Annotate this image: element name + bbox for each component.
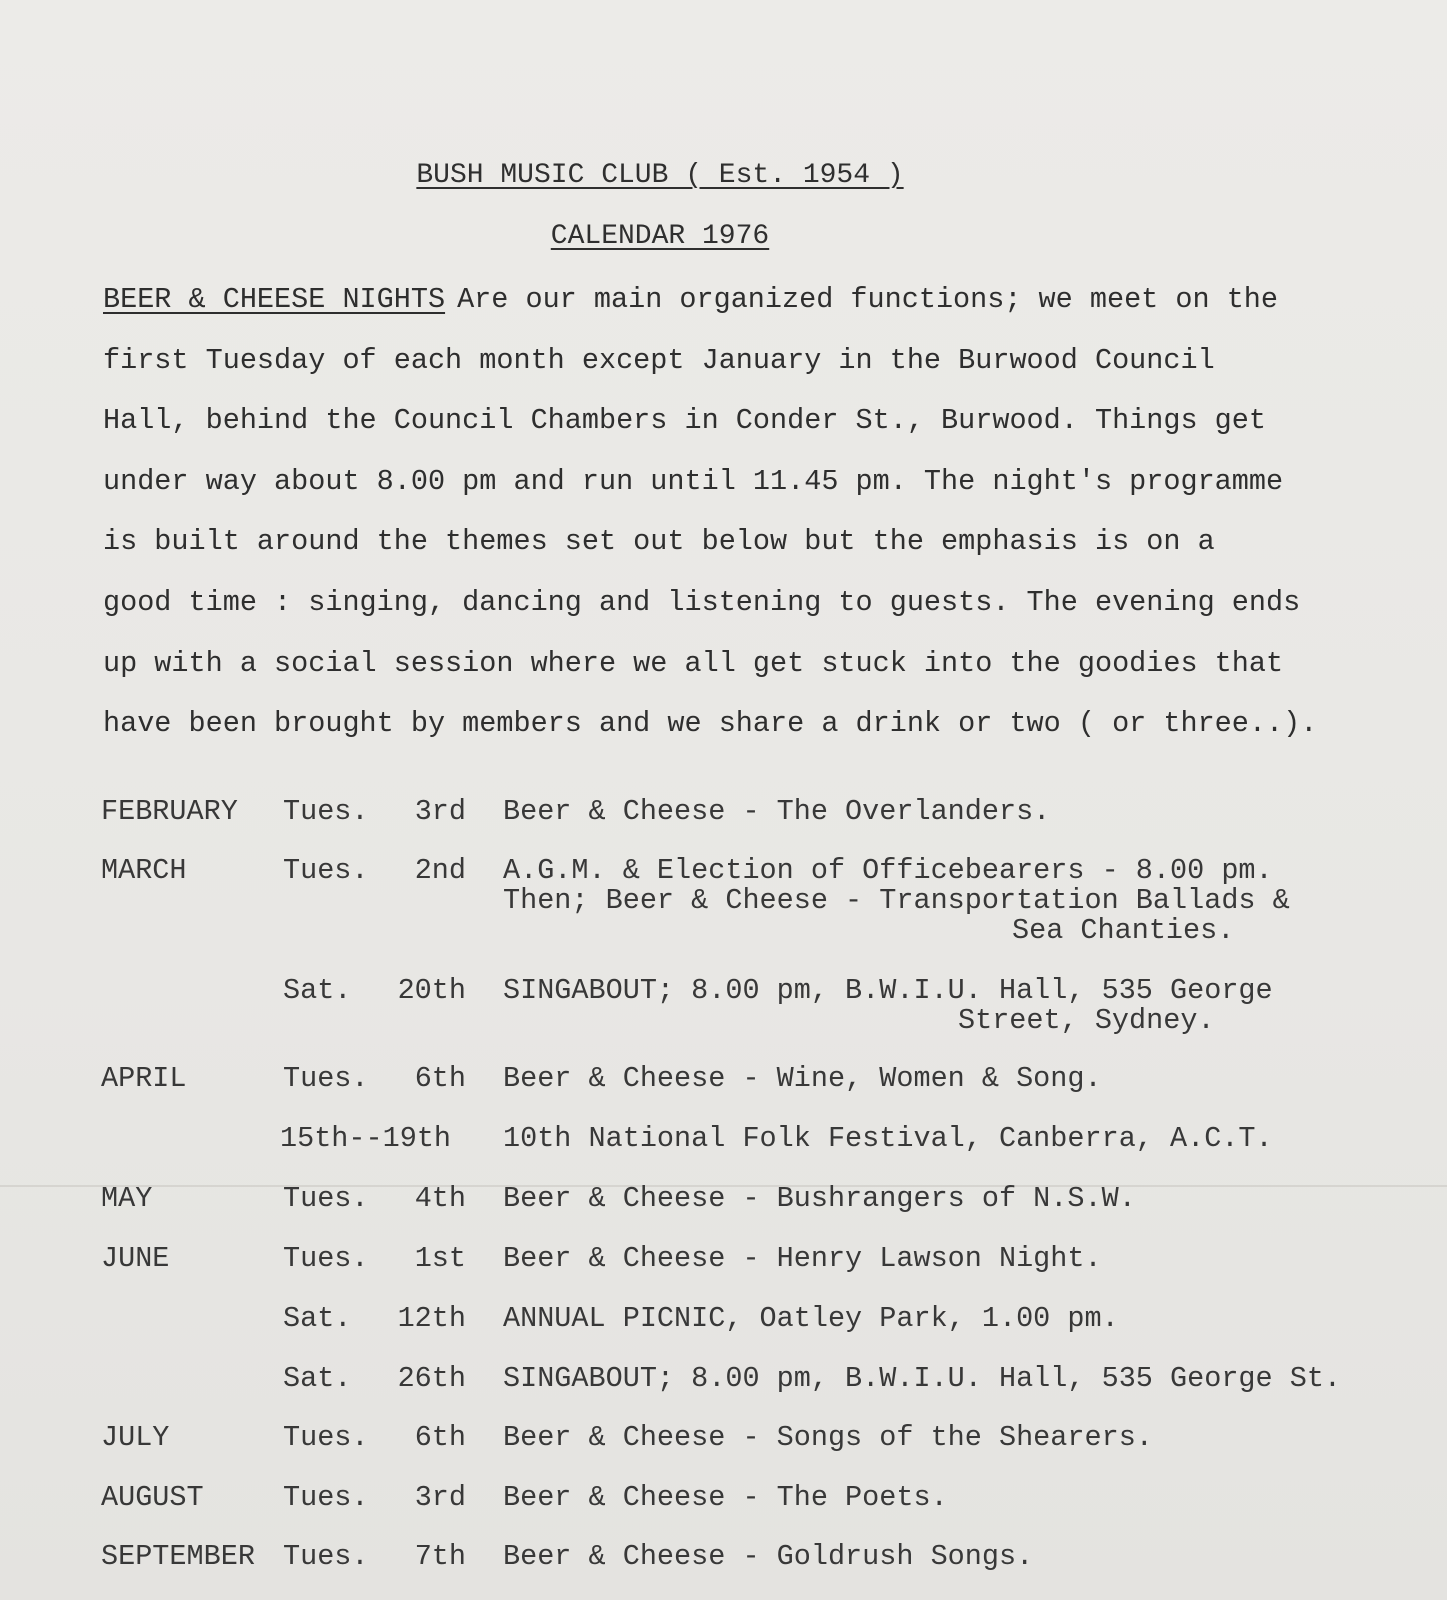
event-date: 3rd [414,1481,466,1514]
intro-line: have been brought by members and we share a drink or two ( or three..). [103,707,1318,741]
event-description: Beer & Cheese - The Poets. [503,1481,948,1514]
event-month: AUGUST [101,1481,204,1514]
event-description: Beer & Cheese - Goldrush Songs. [503,1540,1034,1573]
intro-line: under way about 8.00 pm and run until 11.45 pm. The night's programme [103,464,1284,498]
event-description: Beer & Cheese - Henry Lawson Night. [503,1242,1102,1275]
event-date: 6th [414,1421,466,1454]
event-description: ANNUAL PICNIC, Oatley Park, 1.00 pm. [503,1302,1119,1335]
event-month: JULY [101,1421,170,1454]
event-date: 6th [414,1062,466,1095]
event-description-continued: Sea Chanties. [1012,914,1235,947]
event-description: SINGABOUT; 8.00 pm, B.W.I.U. Hall, 535 George [503,974,1273,1007]
event-description: SINGABOUT; 8.00 pm, B.W.I.U. Hall, 535 George St. [503,1362,1342,1395]
intro-line: Hall, behind the Council Chambers in Conder St., Burwood. Things get [103,404,1266,438]
event-description: 10th National Folk Festival, Canberra, A.C.T. [503,1122,1273,1155]
event-month: JUNE [101,1242,170,1275]
event-day: Tues. [283,1540,369,1573]
event-month: FEBRUARY [101,795,238,828]
event-day: Tues. [283,1481,369,1514]
event-description: Beer & Cheese - The Overlanders. [503,795,1051,828]
event-day: Tues. [283,854,369,887]
event-description: A.G.M. & Election of Officebearers - 8.00 pm. [503,854,1273,887]
club-title: BUSH MUSIC CLUB ( Est. 1954 ) [416,160,904,191]
intro-paragraph [103,270,1393,755]
event-day: Tues. [283,1062,369,1095]
event-day: Tues. [283,795,369,828]
event-month: APRIL [101,1062,187,1095]
event-day: Tues. [283,1182,369,1215]
intro-line: first Tuesday of each month except January in the Burwood Council [103,343,1215,377]
intro-line: BEER & CHEESE NIGHTS Are our main organized functions; we meet on the [103,283,1278,316]
event-day: Tues. [283,1421,369,1454]
event-day: Sat. [283,1362,352,1395]
event-description: Beer & Cheese - Bushrangers of N.S.W. [503,1182,1136,1215]
event-date: 4th [414,1182,466,1215]
event-date: 7th [414,1540,466,1573]
event-date: 12th [397,1302,466,1335]
event-description-continued: Then; Beer & Cheese - Transportation Ballads & [503,884,1290,917]
event-day: Sat. [283,1302,352,1335]
intro-line: is built around the themes set out below but the emphasis is on a [103,525,1215,559]
event-date: 20th [397,974,466,1007]
event-description-continued: Street, Sydney. [958,1004,1215,1037]
calendar-title: CALENDAR 1976 [550,221,770,252]
event-day: Sat. [283,974,352,1007]
event-date: 15th--19th [280,1122,452,1155]
intro-lead: BEER & CHEESE NIGHTS [103,283,446,316]
event-date: 26th [397,1362,466,1395]
event-description: Beer & Cheese - Songs of the Shearers. [503,1421,1153,1454]
event-month: MARCH [101,854,187,887]
intro-line: good time : singing, dancing and listening to guests. The evening ends [103,585,1301,619]
event-date: 1st [414,1242,466,1275]
event-date: 3rd [414,795,466,828]
event-month: MAY [101,1182,153,1215]
event-description: Beer & Cheese - Wine, Women & Song. [503,1062,1102,1095]
intro-line: up with a social session where we all get stuck into the goodies that [103,646,1284,680]
event-day: Tues. [283,1242,369,1275]
event-month: SEPTEMBER [101,1540,255,1573]
event-date: 2nd [414,854,466,887]
